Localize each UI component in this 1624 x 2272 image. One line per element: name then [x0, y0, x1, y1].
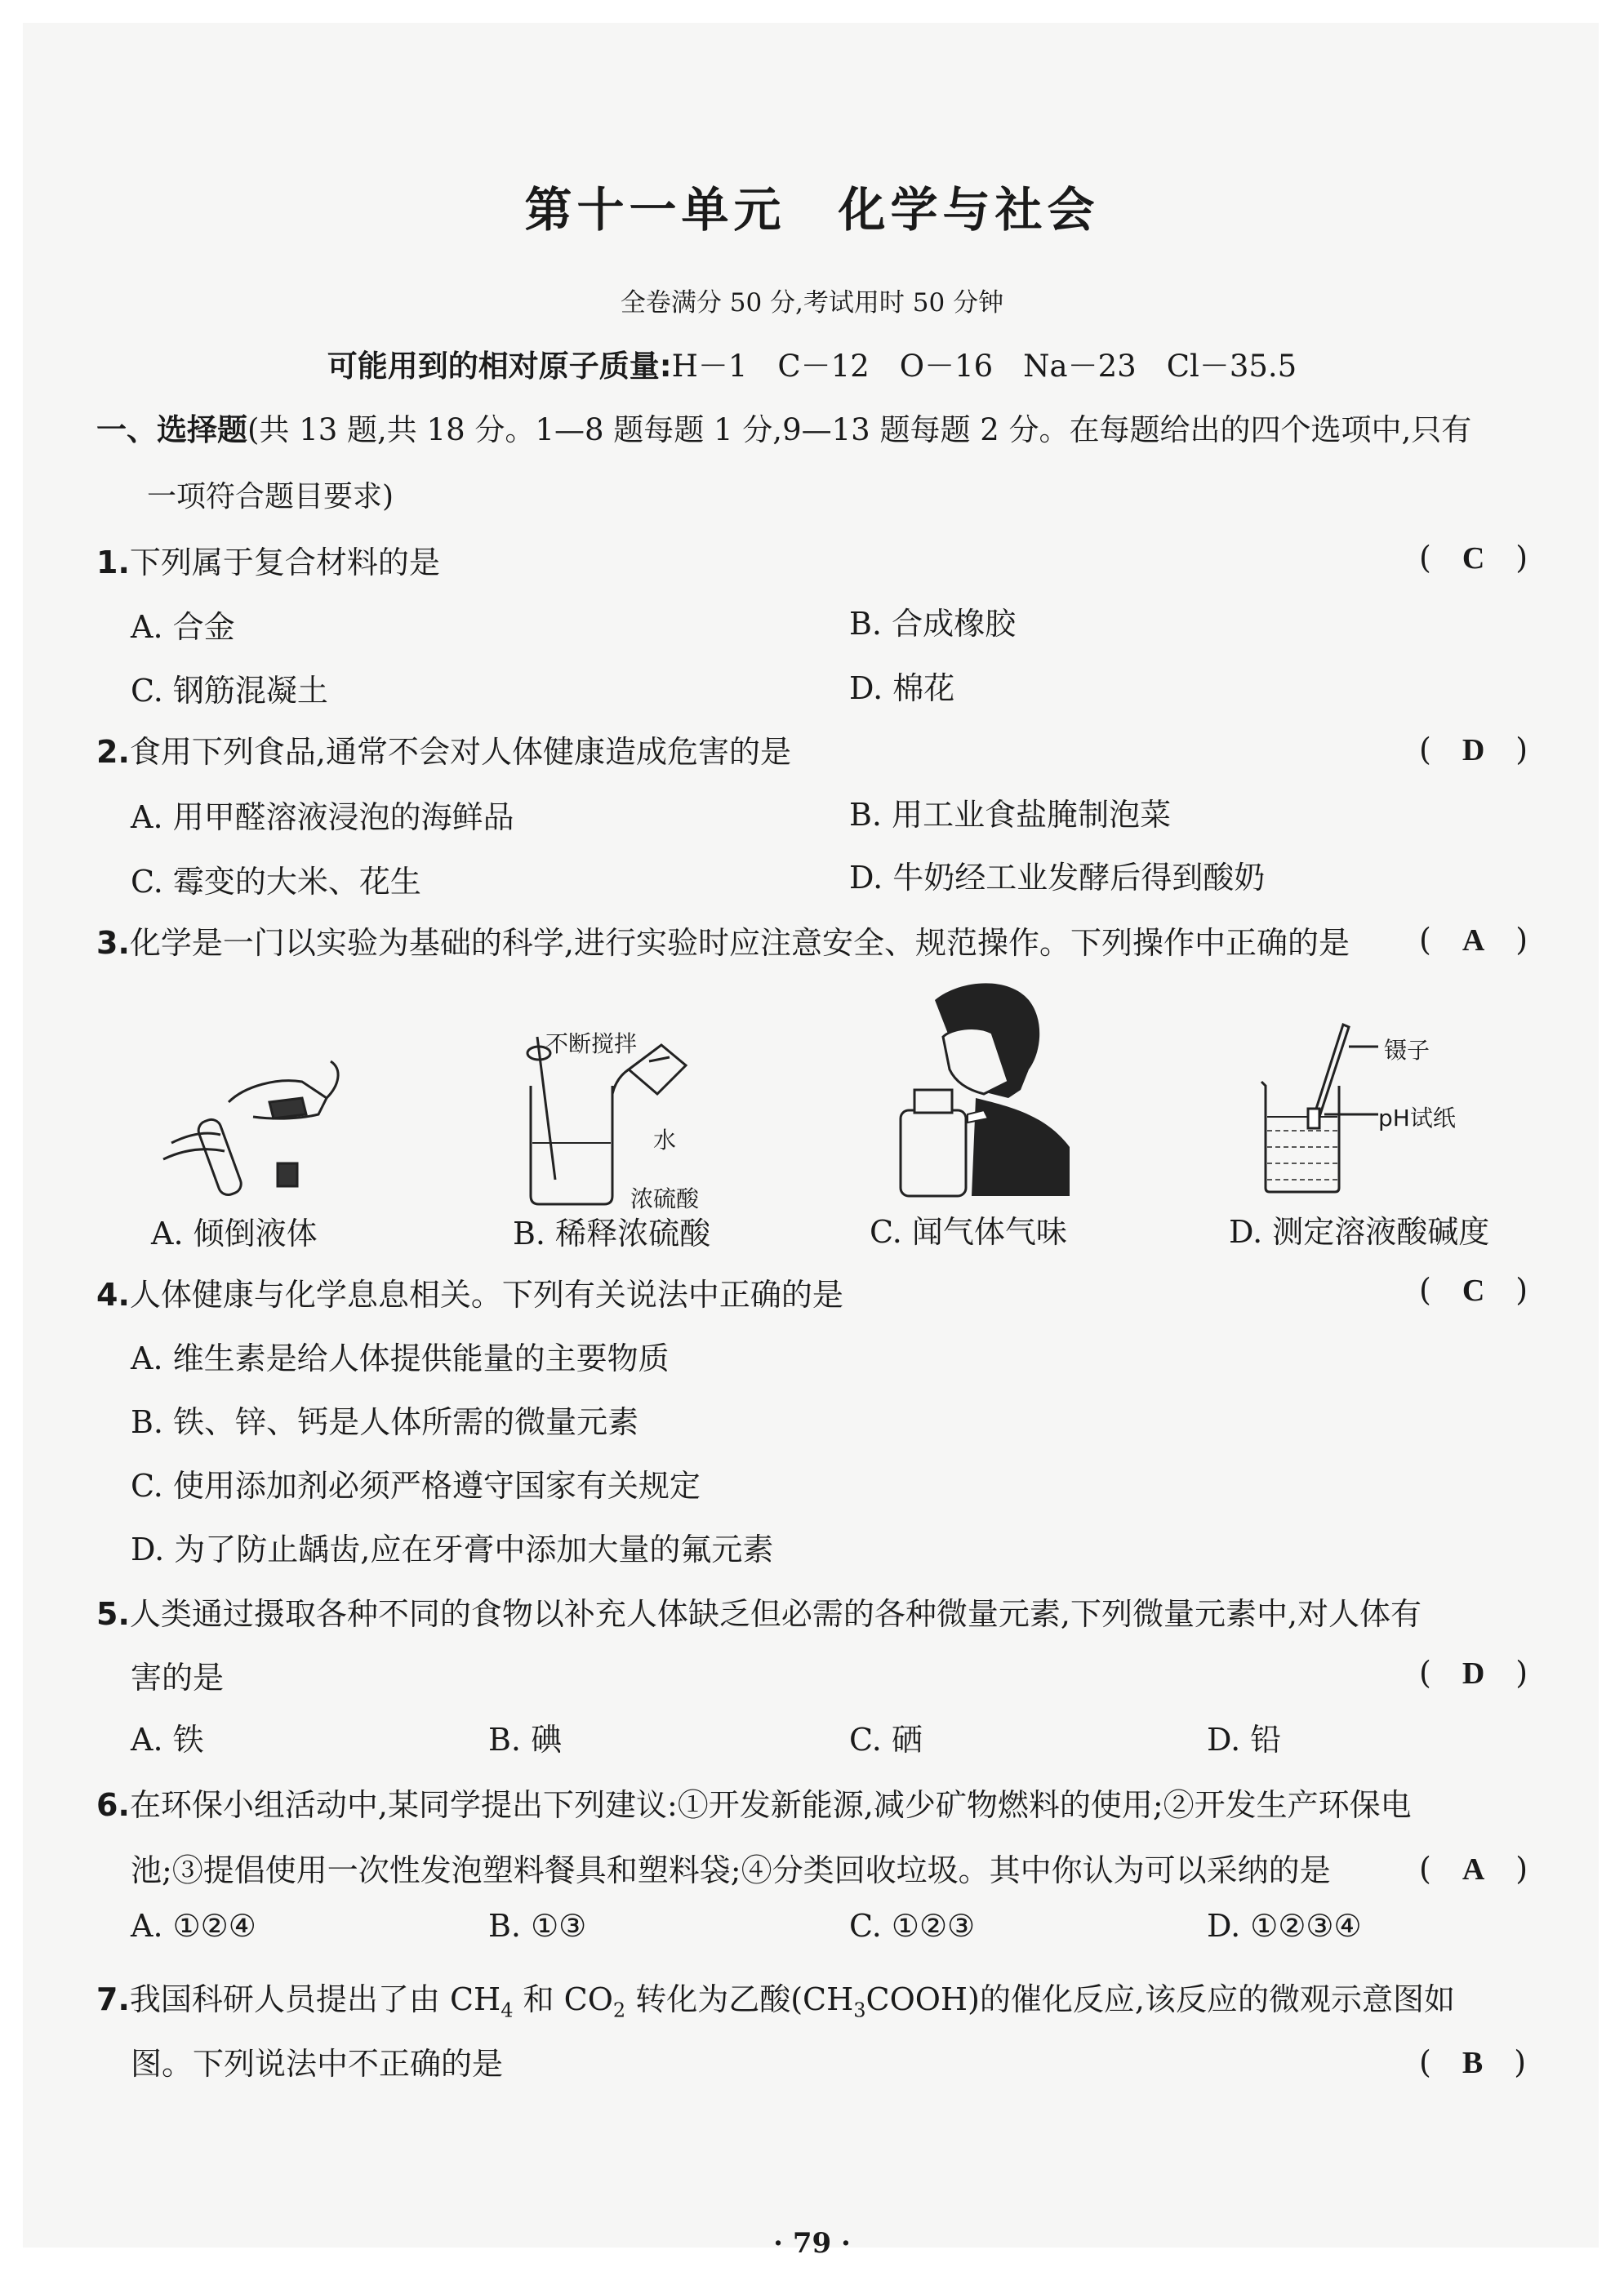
question-number: 3. — [96, 925, 130, 961]
option-b: B. 铁、锌、钙是人体所需的微量元素 — [131, 1404, 639, 1440]
question-6-answer: ( A ) — [1419, 1851, 1528, 1887]
atomic-label: 可能用到的相对原子质量: — [327, 349, 672, 384]
option-a: A. 铁 — [131, 1722, 204, 1758]
option-b: B. 合成橡胶 — [849, 606, 1017, 642]
answer-letter: C — [1462, 1274, 1485, 1308]
figure-c-caption: C. 闻气体气味 — [870, 1214, 1067, 1250]
option-d: D. 铅 — [1207, 1722, 1282, 1758]
question-text: 转化为乙酸(CH — [625, 1981, 854, 2017]
question-text: 人类通过摄取各种不同的食物以补充人体缺乏但必需的各种微量元素,下列微量元素中,对人体有 — [129, 1596, 1422, 1632]
ph-test-illustration — [1257, 1020, 1380, 1200]
question-6-stem — [96, 1780, 1412, 1825]
option-d: D. 牛奶经工业发酵后得到酸奶 — [849, 860, 1266, 896]
question-number: 1. — [96, 545, 130, 580]
option-c: C. ①②③ — [849, 1908, 976, 1944]
answer-letter: A — [1462, 1852, 1485, 1887]
option-b: B. ①③ — [488, 1908, 587, 1944]
question-number: 2. — [96, 734, 130, 770]
answer-letter: D — [1462, 1656, 1485, 1691]
answer-letter: C — [1462, 541, 1485, 576]
question-number: 7. — [96, 1981, 130, 2017]
subscript: 3 — [853, 1999, 866, 2022]
question-7-stem — [96, 1974, 1455, 2022]
option-d: D. ①②③④ — [1207, 1908, 1362, 1944]
option-c: C. 硒 — [849, 1722, 923, 1758]
page-title: 第十一单元 化学与社会 — [524, 182, 1100, 238]
atomic-masses — [0, 341, 1624, 385]
section-desc-line1: (共 13 题,共 18 分。1—8 题每题 1 分,9—13 题每题 2 分。在每题给出的四个选项中,只有 — [247, 412, 1472, 447]
question-7-stem-line2: 图。下列说法中不正确的是 — [131, 2046, 504, 2082]
ph-paper-label: pH试纸 — [1378, 1105, 1456, 1132]
question-3-stem — [96, 918, 1350, 963]
option-b: B. 用工业食盐腌制泡菜 — [849, 797, 1172, 833]
option-b: B. 碘 — [488, 1722, 563, 1758]
answer-letter: A — [1462, 923, 1485, 958]
question-2-answer: ( D ) — [1419, 731, 1528, 767]
question-5-stem — [96, 1589, 1422, 1634]
answer-letter: D — [1462, 733, 1485, 767]
option-c: C. 使用添加剂必须严格遵守国家有关规定 — [131, 1468, 701, 1504]
stir-label: 不断搅拌 — [545, 1030, 638, 1057]
answer-letter: B — [1462, 2046, 1484, 2080]
figure-d-caption: D. 测定溶液酸碱度 — [1229, 1214, 1490, 1250]
option-c: C. 霉变的大米、花生 — [131, 864, 421, 900]
page-number: · 79 · — [773, 2227, 851, 2260]
question-number: 6. — [96, 1787, 130, 1823]
question-5-answer: ( D ) — [1419, 1655, 1528, 1691]
question-text: 化学是一门以实验为基础的科学,进行实验时应注意安全、规范操作。下列操作中正确的是 — [129, 925, 1350, 961]
option-a: A. ①②④ — [131, 1908, 256, 1944]
question-2-stem — [96, 727, 791, 771]
question-text: 人体健康与化学息息相关。下列有关说法中正确的是 — [129, 1277, 843, 1313]
atomic-values: H－1 C－12 O－16 Na－23 Cl－35.5 — [671, 349, 1297, 384]
question-1-stem — [96, 537, 440, 582]
question-text: COOH)的催化反应,该反应的微观示意图如 — [865, 1981, 1455, 2017]
section-heading — [96, 405, 1471, 449]
question-number: 5. — [96, 1596, 130, 1632]
tweezers-label: 镊子 — [1384, 1037, 1430, 1064]
option-a: A. 合金 — [131, 609, 235, 645]
question-number: 4. — [96, 1277, 130, 1313]
question-5-stem-line2: 害的是 — [131, 1660, 225, 1696]
question-text: 和 CO — [513, 1981, 613, 2017]
question-text: 下列属于复合材料的是 — [129, 545, 440, 580]
question-text: 食用下列食品,通常不会对人体健康造成危害的是 — [129, 734, 791, 770]
question-1-answer: ( C ) — [1419, 540, 1528, 576]
question-4-answer: ( C ) — [1419, 1272, 1528, 1308]
question-3-answer: ( A ) — [1419, 922, 1528, 958]
section-desc-line2: 一项符合题目要求) — [147, 480, 394, 514]
question-6-stem-line2: 池;③提倡使用一次性发泡塑料餐具和塑料袋;④分类回收垃圾。其中你认为可以采纳的是 — [131, 1852, 1331, 1888]
option-d: D. 为了防止龋齿,应在牙膏中添加大量的氟元素 — [131, 1532, 774, 1567]
acid-label: 浓硫酸 — [630, 1185, 700, 1212]
option-a: A. 维生素是给人体提供能量的主要物质 — [131, 1341, 670, 1376]
figure-b-caption: B. 稀释浓硫酸 — [513, 1216, 711, 1252]
smelling-gas-illustration — [886, 976, 1074, 1200]
pouring-liquid-illustration — [155, 1053, 351, 1200]
figure-a-caption: A. 倾倒液体 — [151, 1216, 318, 1252]
question-text: 我国科研人员提出了由 CH — [129, 1981, 501, 2017]
subscript: 4 — [501, 1999, 514, 2022]
subscript: 2 — [612, 1999, 626, 2022]
water-label: 水 — [653, 1127, 677, 1154]
question-text: 在环保小组活动中,某同学提出下列建议:①开发新能源,减少矿物燃料的使用;②开发生产环保电 — [129, 1787, 1412, 1823]
option-c: C. 钢筋混凝土 — [131, 673, 328, 709]
exam-subtitle: 全卷满分 50 分,考试用时 50 分钟 — [620, 288, 1004, 318]
question-7-answer: ( B ) — [1419, 2044, 1527, 2080]
option-a: A. 用甲醛溶液浸泡的海鲜品 — [131, 799, 514, 835]
section-title: 一、选择题 — [96, 412, 247, 447]
question-4-stem — [96, 1269, 843, 1314]
option-d: D. 棉花 — [849, 670, 955, 706]
